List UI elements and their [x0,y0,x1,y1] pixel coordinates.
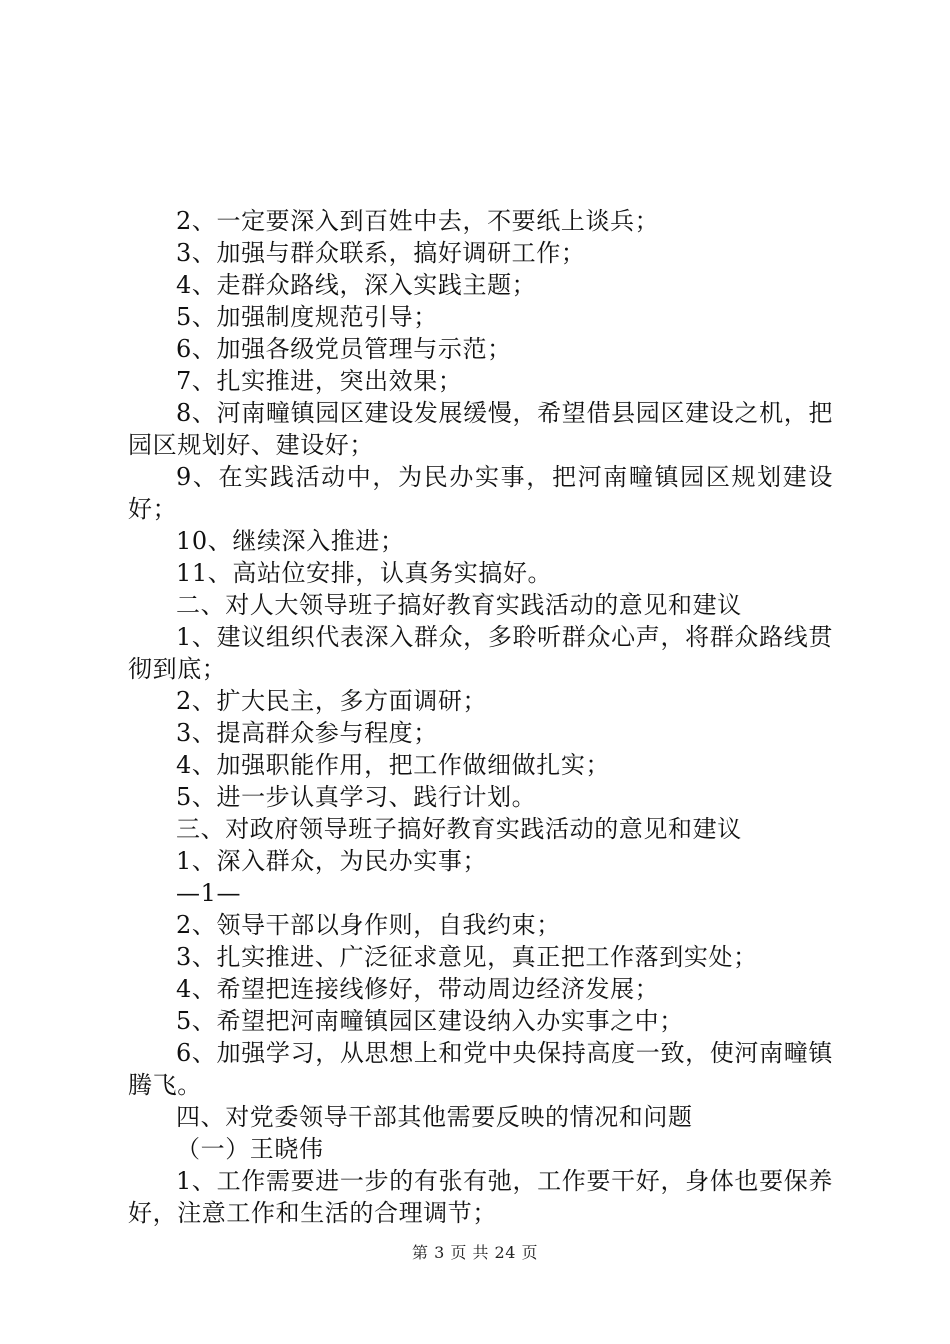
paragraph-10: 11、高站位安排，认真务实搞好。 [176,559,553,587]
paragraph-9: 10、继续深入推进； [176,527,405,555]
paragraph-17: 2、领导干部以身作则，自我约束； [176,911,561,939]
paragraph-15: 5、进一步认真学习、践行计划。 [176,783,537,811]
paragraph-13: 3、提高群众参与程度； [176,719,438,747]
paragraph-4: 5、加强制度规范引导； [176,303,438,331]
paragraph-19: 4、希望把连接线修好，带动周边经济发展； [176,975,660,1003]
paragraph-8: 9、在实践活动中，为民办实事，把河南疃镇园区规划建设好； [128,463,833,523]
section-heading-2: 二、对人大领导班子搞好教育实践活动的意见和建议 [176,591,742,619]
paragraph-22: 1、工作需要进一步的有张有弛，工作要干好，身体也要保养好，注意工作和生活的合理调节； [128,1167,833,1227]
page-number-label: 第 3 页 共 24 页 [412,1243,538,1262]
paragraph-18: 3、扎实推进、广泛征求意见，真正把工作落到实处； [176,943,758,971]
paragraph-7: 8、河南疃镇园区建设发展缓慢，希望借县园区建设之机，把园区规划好、建设好； [128,399,833,459]
section-heading-3: 三、对政府领导班子搞好教育实践活动的意见和建议 [176,815,742,843]
subsection-heading: （一）王晓伟 [176,1135,324,1163]
paragraph-11: 1、建议组织代表深入群众，多聆听群众心声，将群众路线贯彻到底； [128,623,833,683]
paragraph-2: 3、加强与群众联系，搞好调研工作； [176,239,586,267]
paragraph-21: 6、加强学习，从思想上和党中央保持高度一致，使河南疃镇腾飞。 [128,1039,833,1099]
paragraph-20: 5、希望把河南疃镇园区建设纳入办实事之中； [176,1007,684,1035]
paragraph-16: 1、深入群众，为民办实事； [176,847,488,875]
inline-page-marker: —1— [176,879,242,907]
paragraph-1: 2、一定要深入到百姓中去，不要纸上谈兵； [176,207,660,235]
document-body [128,205,833,1229]
paragraph-12: 2、扩大民主，多方面调研； [176,687,488,715]
paragraph-14: 4、加强职能作用，把工作做细做扎实； [176,751,611,779]
page-footer [0,1240,950,1263]
paragraph-3: 4、走群众路线，深入实践主题； [176,271,537,299]
paragraph-5: 6、加强各级党员管理与示范； [176,335,512,363]
section-heading-4: 四、对党委领导干部其他需要反映的情况和问题 [176,1103,693,1131]
paragraph-6: 7、扎实推进，突出效果； [176,367,463,395]
